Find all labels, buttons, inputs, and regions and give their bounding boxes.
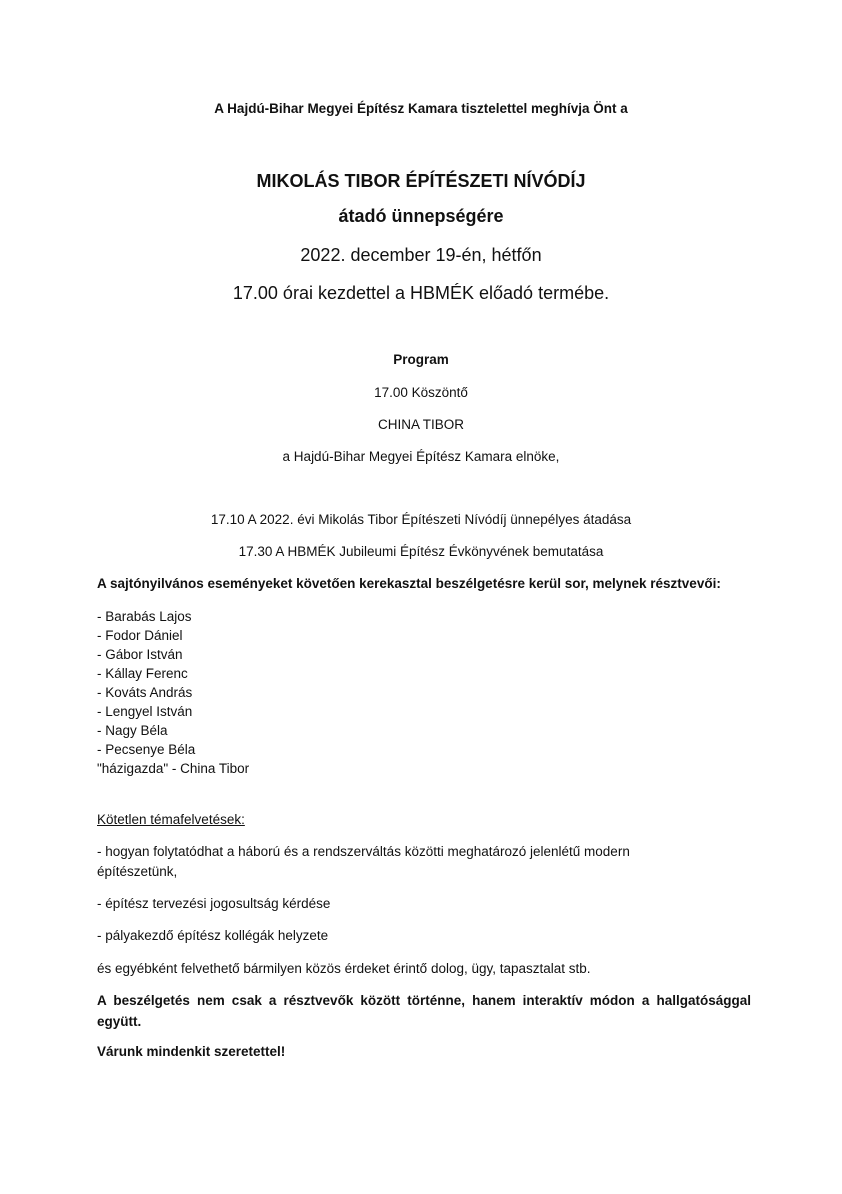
- event-time-place: 17.00 órai kezdettel a HBMÉK előadó termébe.: [232, 283, 610, 303]
- award-title: MIKOLÁS TIBOR ÉPÍTÉSZETI NÍVÓDÍJ: [256, 171, 586, 191]
- program-heading: Program: [393, 352, 449, 367]
- topic-item-2: - építész tervezési jogosultság kérdése: [97, 896, 331, 911]
- participant-item: - Gábor István: [97, 647, 183, 662]
- participant-item: - Nagy Béla: [97, 723, 168, 738]
- topic-item-1-line-1: - hogyan folytatódhat a háború és a rendszerváltás közötti meghatározó jelenlétű modern: [97, 844, 630, 859]
- topics-other: és egyébként felvethető bármilyen közös érdeket érintő dolog, ügy, tapasztalat stb.: [97, 961, 591, 976]
- program-item-yearbook: 17.30 A HBMÉK Jubileumi Építész Évkönyvének bemutatása: [238, 544, 604, 559]
- participant-item: - Barabás Lajos: [97, 609, 192, 624]
- participant-item: - Pecsenye Béla: [97, 742, 196, 757]
- program-item-award: 17.10 A 2022. évi Mikolás Tibor Építészeti Nívódíj ünnepélyes átadása: [210, 512, 632, 527]
- program-speaker-role: a Hajdú-Bihar Megyei Építész Kamara elnöke,: [282, 449, 560, 464]
- participant-item: - Lengyel István: [97, 704, 193, 719]
- participant-item: "házigazda" - China Tibor: [97, 761, 250, 776]
- ceremony-line: átadó ünnepségére: [338, 206, 504, 226]
- participant-list: [97, 607, 249, 778]
- program-speaker: CHINA TIBOR: [377, 417, 465, 432]
- topic-item-3: - pályakezdő építész kollégák helyzete: [97, 928, 329, 943]
- topic-item-1-line-2: építészetünk,: [97, 864, 178, 879]
- participant-item: - Kállay Ferenc: [97, 666, 188, 681]
- intro-line: A Hajdú-Bihar Megyei Építész Kamara tisztelettel meghívja Önt a: [214, 101, 628, 116]
- topics-heading: Kötetlen témafelvetések:: [97, 812, 245, 827]
- participant-item: - Fodor Dániel: [97, 628, 183, 643]
- event-date: 2022. december 19-én, hétfőn: [300, 245, 542, 265]
- participant-item: - Kováts András: [97, 685, 193, 700]
- closing-interactive: A beszélgetés nem csak a résztvevők között történne, hanem interaktív módon a hallgatósággal együtt.: [97, 993, 751, 1029]
- program-item-welcome: 17.00 Köszöntő: [374, 385, 468, 400]
- roundtable-intro: A sajtónyilvános eseményeket követően kerekasztal beszélgetésre kerül sor, melynek résztvevői:: [97, 576, 721, 591]
- closing-welcome: Várunk mindenkit szeretettel!: [97, 1044, 286, 1059]
